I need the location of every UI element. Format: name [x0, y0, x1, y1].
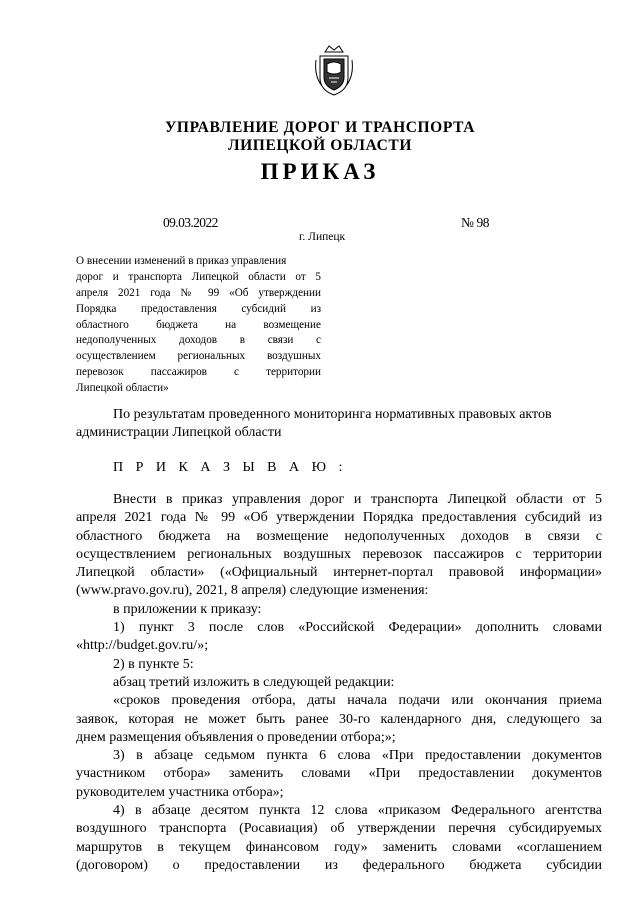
body-line: (договором) о предоставлении из федерального бюджета субсидии [76, 857, 602, 873]
body-line: Липецкой области» («Официальный интернет-портал правовой информации» [76, 565, 602, 581]
body-line: руководителем участника отбора»; [76, 784, 284, 800]
subject-line: недополученных доходов в связи с [76, 334, 321, 347]
body-line: Внести в приказ управления дорог и транспорта Липецкой области от 5 [113, 492, 602, 507]
preamble-line: администрации Липецкой области [76, 425, 282, 441]
document-number: № 98 [461, 215, 490, 230]
organization-name-line2: ЛИПЕЦКОЙ ОБЛАСТИ [228, 137, 412, 154]
body-line: 2) в пункте 5: [113, 656, 194, 672]
document-type-title: ПРИКАЗ [260, 159, 380, 184]
preamble-paragraph [76, 406, 602, 443]
organization-name-line1: УПРАВЛЕНИЕ ДОРОГ И ТРАНСПОРТА [164, 119, 476, 136]
body-line: областного бюджета на возмещение недополученных доходов в связи с [76, 528, 602, 544]
subject-line: Липецкой области» [76, 382, 169, 395]
body-line: абзац третий изложить в следующей редакции: [113, 674, 395, 690]
subject-line: апреля 2021 года № 99 «Об утверждении [76, 286, 321, 299]
body-line: в приложении к приказу: [113, 601, 262, 617]
body-text [76, 491, 602, 875]
coat-of-arms-icon [313, 42, 355, 98]
subject-line: областного бюджета на возмещение [76, 318, 321, 331]
document-subject [76, 254, 321, 397]
body-line: днем размещения объявления о проведении отбора;»; [76, 729, 396, 745]
body-line: 4) в абзаце десятом пункта 12 слова «приказом Федерального агентства [113, 803, 602, 819]
body-line: (www.pravo.gov.ru), 2021, 8 апреля) следующие изменения: [76, 583, 429, 599]
subject-line: О внесении изменений в приказ управления [76, 255, 287, 267]
subject-line: Порядка предоставления субсидий из [76, 302, 321, 315]
document-city: г. Липецк [299, 231, 346, 243]
document-date: 09.03.2022 [163, 215, 218, 230]
body-line: 1) пункт 3 после слов «Российской Федерации» дополнить словами [113, 620, 602, 636]
preamble-line: По результатам проведенного мониторинга нормативных правовых актов [113, 407, 552, 422]
subject-line: перевозок пассажиров с территории [76, 366, 321, 379]
body-line: апреля 2021 года № 99 «Об утверждении Порядка предоставления субсидий из [76, 510, 602, 526]
body-line: участником отбора» заменить словами «При предоставлении документов [76, 766, 602, 782]
subject-line: осуществлением региональных воздушных [76, 350, 321, 363]
body-line: «http://budget.gov.ru/»; [76, 638, 209, 654]
body-line: заявок, которая не может быть ранее 30-го календарного дня, следующего за [76, 711, 602, 727]
order-heading: П Р И К А З Ы В А Ю : [113, 460, 347, 475]
body-line: 3) в абзаце седьмом пункта 6 слова «При предоставлении документов [113, 748, 602, 764]
body-line: «сроков проведения отбора, даты начала подачи или окончания приема [113, 693, 602, 709]
body-line: маршрутов в текущем финансовом году» заменить словами «соглашением [76, 839, 602, 855]
body-line: воздушного транспорта (Росавиация) об утверждении перечня субсидируемых [76, 821, 602, 837]
subject-line: дорог и транспорта Липецкой области от 5 [76, 270, 321, 283]
body-line: осуществлением региональных воздушных перевозок пассажиров с территории [76, 546, 602, 562]
